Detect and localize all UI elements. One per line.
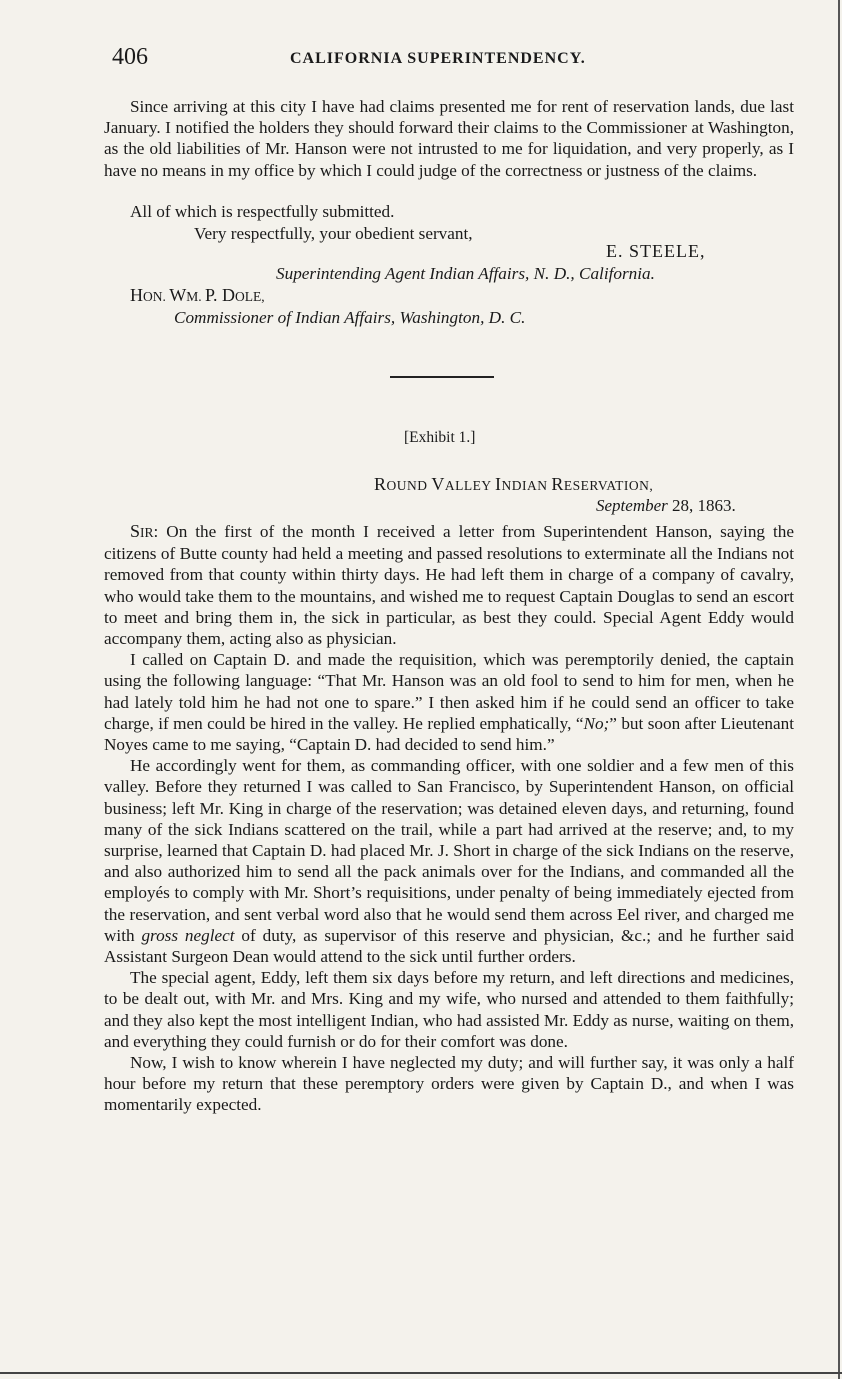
letter2-paragraph-1: SIR: On the first of the month I received a letter from Superintendent Hanson, saying the citizens of Butte county had held a meeting and passed resolutions to exterminate all the Indians not removed from that county within thirty days. He had left them in charge of a company of cavalry, who would take them to the mountains, and wished me to request Captain Douglas to send an escort to meet and bring them in, the sick in particular, as best they could. Special Agent Eddy would accompany them, acting also as physician. (104, 521, 794, 649)
signer-title: Superintending Agent Indian Affairs, N. D., California. (276, 264, 655, 283)
letter2-paragraph-2: I called on Captain D. and made the requisition, which was peremptorily denied, the captain using the following language: “That Mr. Hanson was an old fool to send to him for men, when he had lately told him he had not one to spare.” I then asked him if he could send an officer to take charge, if men could be hired in the valley. He replied emphatically, “No;” but soon after Lieutenant Noyes came to me saying, “Captain D. had decided to send him.” (104, 650, 794, 755)
letter2-paragraph-5: Now, I wish to know wherein I have neglected my duty; and will further say, it was only a half hour before my return that these peremptory orders were given by Captain D., and when I was momentarily expected. (104, 1053, 794, 1115)
section-divider (390, 376, 494, 378)
letter2-paragraph-4: The special agent, Eddy, left them six days before my return, and left directions and medicines, to be dealt out, with Mr. and Mrs. King and my wife, who nursed and attended to them faithfully; and they also kept the most intelligent Indian, who had assisted Mr. Eddy as nurse, waiting on them, and everything they could furnish or do for their comfort was done. (104, 968, 794, 1051)
salutation: SIR: (130, 521, 159, 541)
exhibit-date: September 28, 1863. (596, 496, 736, 515)
letter2-paragraph-3: He accordingly went for them, as commanding officer, with one soldier and a few men of this valley. Before they returned I was called to San Francisco, by Superintendent Hanson, on official business; left Mr. King in charge of the reservation; was detained eleven days, and returning, found many of the sick Indians scattered on the trail, while a part had arrived at the reserve; and, to my surprise, learned that Captain D. had placed Mr. J. Short in charge of the sick Indians on the reserve, and also authorized him to send all the pack animals over for the Indians, and commanded all the employés to comply with Mr. Short’s requisitions, under penalty of being immediately ejected from the reservation, and sent verbal word also that he would send them across Eel river, and charged me with gross neglect of duty, as supervisor of this reserve and physician, &c.; and he further said Assistant Surgeon Dean would attend to the sick until further orders. (104, 756, 794, 967)
page-number: 406 (112, 44, 148, 70)
submitted-line: All of which is respectfully submitted. (130, 202, 395, 221)
signature: E. STEELE, (606, 241, 706, 261)
exhibit-place: ROUND VALLEY INDIAN RESERVATION, (374, 474, 654, 494)
letter1-paragraph: Since arriving at this city I have had claims presented me for rent of reservation lands, due last January. I notified the holders they should forward their claims to the Commissioner at Washington, as the old liabilities of Mr. Hanson were not intrusted to me for liquidation, and very properly, as I have no means in my office by which I could judge of the correctness or justness of the claims. (104, 97, 794, 180)
closing-line: Very respectfully, your obedient servant, (194, 224, 473, 243)
letter2-body (104, 521, 794, 1116)
scan-edge-bottom (0, 1372, 842, 1374)
page-header (112, 44, 796, 74)
scan-edge-right (838, 0, 840, 1379)
letter1-body (104, 96, 794, 181)
exhibit-label: [Exhibit 1.] (404, 429, 476, 446)
running-title: CALIFORNIA SUPERINTENDENCY. (290, 50, 586, 67)
addressee-name: HON. WM. P. DOLE, (130, 285, 265, 305)
addressee-title: Commissioner of Indian Affairs, Washington, D. C. (174, 308, 526, 327)
